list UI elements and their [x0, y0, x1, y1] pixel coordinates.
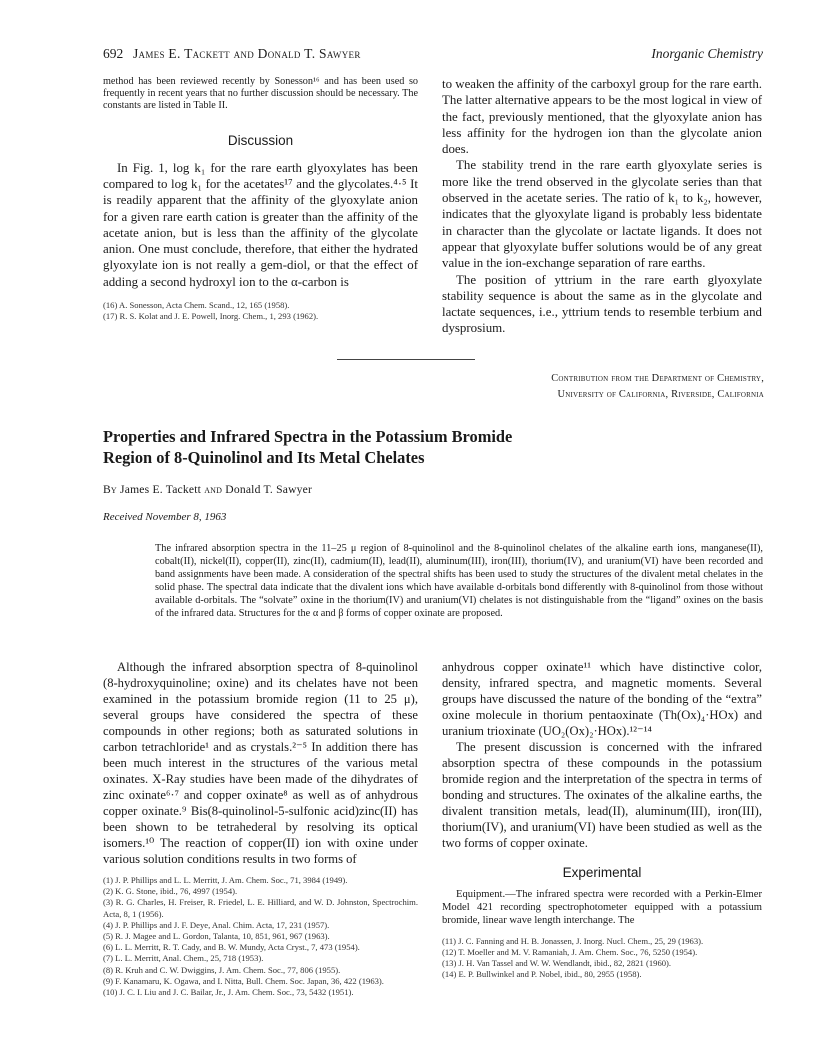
footnote: (2) K. G. Stone, ibid., 76, 4997 (1954).: [103, 886, 238, 897]
article-divider: [337, 359, 475, 360]
intro-paragraph: Although the infrared absorption spectra of 8-quinolinol (8-hydroxyquinoline; oxine) and its chelates have not been examined in the potassium bromide region (11 to 25 μ), several groups have considered the spectra of these compounds in other regions; both as saturated solutions in carbon tetrachloride¹ and as crystals.²⁻⁵ In addition there has been much interest in the structures of the various metal oxinates. X-Ray studies have been made of the dihydrates of zinc oxinate⁶·⁷ and copper oxinate⁸ as well as of anhydrous copper oxinate.⁹ Bis(8-quinolinol-5-sulfonic acid)zinc(II) has been shown to be tetrahederal by resolving its optical isomers.¹⁰ The reaction of copper(II) ion with oxine under various solution conditions results in two forms of: [103, 660, 418, 866]
footnote: (14) E. P. Bullwinkel and P. Nobel, ibid., 80, 2955 (1958).: [442, 969, 642, 980]
author-2: Donald T. Sawyer: [225, 483, 313, 496]
prev-intro-paragraph: method has been reviewed recently by Sonesson¹⁶ and has been used so frequently in recent years that no further discussion should be necessary. The constants are listed in Table II.: [103, 76, 418, 112]
header-authors: James E. Tackett and Donald T. Sawyer: [133, 46, 361, 61]
footnote: (3) R. G. Charles, H. Freiser, R. Friedel, L. E. Hilliard, and W. D. Johnston, Spectrochim. Acta, 8, 1 (1956).: [103, 897, 418, 919]
footnote: (16) A. Sonesson, Acta Chem. Scand., 12, 165 (1958).: [103, 299, 290, 310]
footnote: (8) R. Kruh and C. W. Dwiggins, J. Am. Chem. Soc., 77, 806 (1955).: [103, 964, 341, 975]
footnote: (9) F. Kanamaru, K. Ogawa, and I. Nitta, Bull. Chem. Soc. Japan, 36, 422 (1963).: [103, 975, 384, 986]
footnote: (10) J. C. I. Liu and J. C. Bailar, Jr., J. Am. Chem. Soc., 73, 5432 (1951).: [103, 987, 354, 998]
abstract: The infrared absorption spectra in the 11–25 μ region of 8-quinolinol and the 8-quinolinol chelates of the alkaline earth ions, manganese(II), cobalt(II), nickel(II), copper(II), zinc(II), cadmium(II), lead(II), aluminum(III), iron(III), thorium(IV), and uranium(VI) have been recorded and band assignments have been made. A consideration of the spectral shifts has been used to study the structures of the divalent metal chelates in the solid phase. The spectral data indicate that the divalent ions which have available d-orbitals bond differently with 8-quinolinol from those without available d-orbitals. The “solvate” oxine in the thorium(IV) and uranium(VI) chelates is not distinguishable from the “ligand” oxines on the basis of the infrared data. Structures for the α and β forms of copper oxinate are proposed.: [155, 543, 763, 619]
page-number: 692: [103, 46, 124, 61]
equipment-paragraph: Equipment.—The infrared spectra were recorded with a Perkin-Elmer Model 421 recording spectrophotometer equipped with a potassium bromide, linear wave length interchange. The: [442, 889, 762, 927]
footnote: (12) T. Moeller and M. V. Ramaniah, J. Am. Chem. Soc., 76, 5250 (1954).: [442, 946, 698, 957]
prev-right-paragraph-1: to weaken the affinity of the carboxyl group for the rare earth. The latter alternative appears to be the most logical in view of the fact, previously mentioned, that the glyoxylate anion has less affinity for the hydrogen ion than the glycolate anion does.: [442, 77, 762, 157]
prev-footnotes: [103, 300, 418, 322]
byline-by: By: [103, 483, 117, 496]
right-paragraph-1: anhydrous copper oxinate¹¹ which have distinctive color, density, infrared spectra, and magnetic moments. Several groups have discussed the nature of the bonding of the “extra” oxine molecule in thorium pentaoxinate (Th(Ox)₄·HOx) and uranium trioxinate (UO₂(Ox)₂·HOx).¹²⁻¹⁴: [442, 660, 762, 738]
article-right-column: [442, 659, 762, 980]
contribution-affiliation: [404, 371, 764, 403]
footnote: (11) J. C. Fanning and H. B. Jonassen, J. Inorg. Nucl. Chem., 25, 29 (1963).: [442, 935, 704, 946]
left-footnotes: [103, 875, 418, 998]
running-header: [103, 46, 763, 66]
discussion-heading: Discussion: [227, 132, 294, 148]
received-date: Received November 8, 1963: [103, 511, 227, 523]
footnote: (7) L. L. Merritt, Anal. Chem., 25, 718 (1953).: [103, 953, 264, 964]
contribution-line-1: Contribution from the Department of Chemistry,: [551, 373, 764, 384]
right-footnotes: [442, 936, 762, 981]
article-title: [103, 427, 703, 468]
prev-article-right-column: [442, 76, 762, 337]
prev-article-left-column: [103, 76, 418, 322]
byline-and: and: [204, 483, 223, 496]
prev-right-paragraph-3: The position of yttrium in the rare earth glyoxylate stability sequence is about the same as in the glycolate and lactate sequences, i.e., yttrium tends to resemble terbium and dysprosium.: [442, 272, 762, 336]
title-line-1: Properties and Infrared Spectra in the Potassium Bromide: [103, 427, 513, 446]
footnote: (17) R. S. Kolat and J. E. Powell, Inorg. Chem., 1, 293 (1962).: [103, 311, 319, 322]
journal-name: Inorganic Chemistry: [651, 46, 763, 61]
prev-right-paragraph-2: The stability trend in the rare earth glyoxylate series is more like the trend observed in the glycolate series than that observed in the acetate series. The ratio of k₁ to k₂, however, indicates that the glyoxylate ligand is probably less bidentate in character than the glycolate or lactate ligands. It does not appear that glyoxylate buffer solutions would be of any great value in the ion-exchange separation of rare earths.: [442, 158, 762, 271]
footnote: (13) J. H. Van Tassel and W. W. Wendlandt, ibid., 82, 2821 (1960).: [442, 958, 672, 969]
experimental-heading: Experimental: [562, 865, 642, 880]
contribution-line-2: University of California, Riverside, California: [557, 389, 764, 400]
title-line-2: Region of 8-Quinolinol and Its Metal Chelates: [103, 447, 425, 467]
discussion-paragraph: In Fig. 1, log k₁ for the rare earth glyoxylates has been compared to log k₁ for the acetates¹⁷ and the glycolates.⁴·⁵ It is readily apparent that the affinity of the glyoxylate anion for a given rare earth cation is greater than the affinity of the acetate anion, but is less than the affinity of the glycolate anion. One must conclude, therefore, that either the hydrated glyoxylate ion is not really a gem-diol, or that the effect of adding a second hydroxyl ion to the α-carbon is: [103, 160, 418, 289]
byline: [103, 483, 312, 496]
footnote: (5) R. J. Magee and L. Gordon, Talanta, 10, 851, 961, 967 (1963).: [103, 931, 330, 942]
article-left-column: [103, 659, 418, 998]
footnote: (6) L. L. Merritt, R. T. Cady, and B. W. Mundy, Acta Cryst., 7, 473 (1954).: [103, 942, 360, 953]
footnote: (1) J. P. Phillips and L. L. Merritt, J. Am. Chem. Soc., 71, 3984 (1949).: [103, 875, 348, 885]
right-paragraph-2: The present discussion is concerned with the infrared absorption spectra of these compounds in the potassium bromide region and the interpretation of the spectra in terms of bonding and structures. The oxinates of the alkaline earths, the divalent transition metals, lead(II), aluminum(III), iron(III), thorium(IV), and uranium(VI) have been studied as well as the two forms of copper oxinate.: [442, 740, 762, 850]
author-1: James E. Tackett: [120, 483, 202, 496]
footnote: (4) J. P. Phillips and J. F. Deye, Anal. Chim. Acta, 17, 231 (1957).: [103, 919, 330, 930]
